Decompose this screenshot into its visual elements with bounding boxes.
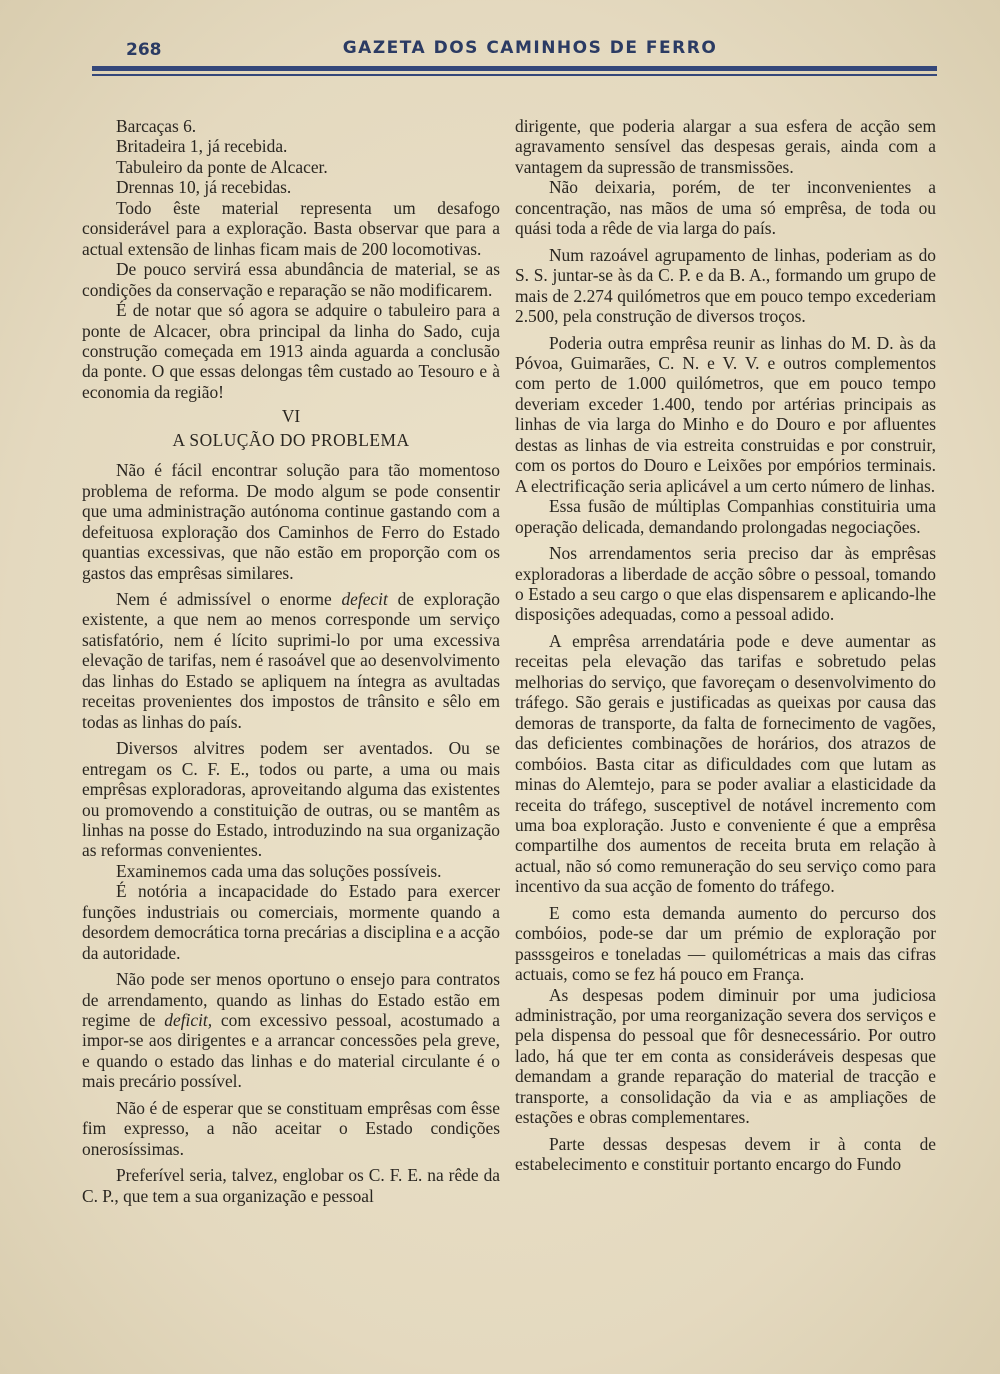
paragraph: As despesas podem diminuir por uma judiciosa administração, por uma reorganização severa dos serviços e pela dispensa do pessoal que fôr desnecessário. Por outro lado, há que ter em conta as consideráveis despesas que demandam a grande reparação do material de tracção e transporte, a consolidação da via e as ampliações de estações e obras complementares. bbox=[515, 984, 936, 1128]
paragraph: Essa fusão de múltiplas Companhias constituiria uma operação delicada, demandando prolongadas negociações. bbox=[515, 496, 936, 537]
emphasis-text: deficit, bbox=[164, 1010, 213, 1031]
paragraph-text: Não pode ser menos oportuno o ensejo para contratos de arrendamento, quando as linhas do Estado estão em regime de bbox=[82, 969, 500, 1031]
paragraph: Diversos alvitres podem ser aventados. Ou se entregam os C. F. E., todos ou parte, a uma ou mais emprêsas exploradoras, aproveitando alguma das existentes ou promovendo a constituição de outras, ou se mantêm as linhas na posse do Estado, introduzindo na sua organização as reformas convenientes. bbox=[82, 738, 500, 861]
page-number: 268 bbox=[126, 40, 162, 60]
paragraph: Não é de esperar que se constituam emprêsas com êsse fim expresso, a não aceitar o Estado condições onerosíssimas. bbox=[82, 1097, 500, 1159]
paragraph: Examinemos cada uma das soluções possíveis. bbox=[116, 860, 442, 881]
list-item: Tabuleiro da ponte de Alcacer. bbox=[116, 156, 328, 177]
list-item: Barcaças 6. bbox=[116, 116, 197, 136]
header-rule-thick bbox=[92, 66, 937, 71]
left-column bbox=[82, 116, 500, 1206]
paragraph: Poderia outra emprêsa reunir as linhas do M. D. às da Póvoa, Guimarães, C. N. e V. V. e outros complementos com perto de 1.000 quilómetros, que em pouco tempo deveriam exceder 1.400, tendo por artérias principais as linhas de via larga do Minho e do Douro e por afluentes destas as linhas de via estreita construidas e por construir, com os portos do Douro e Leixões por empórios terminais. A electrificação seria aplicável a um certo número de linhas. bbox=[515, 332, 936, 496]
paragraph-text: Nem é admissível o enorme bbox=[116, 588, 342, 609]
paragraph bbox=[82, 969, 500, 1092]
paragraph: Nos arrendamentos seria preciso dar às emprêsas exploradoras a liberdade de acção sôbre o pessoal, tomando o Estado a seu cargo o que elas dispensarem e aplicando-lhe disposições adequadas, como a pessoal adido. bbox=[515, 543, 936, 625]
paragraph: Todo êste material representa um desafogo considerável para a exploração. Basta observar que para a actual extensão de linhas ficam mais de 200 locomotivas. bbox=[82, 197, 500, 259]
paragraph: dirigente, que poderia alargar a sua esfera de acção sem agravamento sensível das despesas gerais, ainda com a vantagem da supressão de transmissões. bbox=[515, 116, 936, 177]
paragraph: Não deixaria, porém, de ter inconvenientes a concentração, nas mãos de uma só emprêsa, de toda ou quási toda a rêde de via larga do país. bbox=[515, 177, 936, 239]
paragraph: Num razoável agrupamento de linhas, poderiam as do S. S. juntar-se às da C. P. e da B. A., formando um grupo de mais de 2.274 quilómetros que em pouco tempo excederiam 2.500, pela construção de diversos troços. bbox=[515, 244, 936, 327]
paragraph-text: de exploração existente, a que nem ao menos corresponde um serviço satisfatório, nem é lícito suprimi-lo por uma excessiva elevação de tarifas, nem é rasoável que ao desenvolvimento das linhas do Estado se apliquem na íntegra as avultadas receitas provenientes dos impostos de trânsito e sêlo em todas as linhas do país. bbox=[82, 588, 501, 732]
paragraph: É de notar que só agora se adquire o tabuleiro para a ponte de Alcacer, obra principal da linha do Sado, cuja construção começada em 1913 ainda aguarda a conclusão da ponte. O que essas delongas têm custado ao Tesouro e à economia da região! bbox=[82, 300, 500, 402]
paragraph-text: com excessivo pessoal, acostumado a impor-se aos dirigentes e a arrancar concessões pela greve, e quando o estado das linhas e do material circulante é o mais precário possível. bbox=[82, 1010, 500, 1092]
emphasis-text: defecit bbox=[341, 588, 388, 609]
paragraph: De pouco servirá essa abundância de material, se as condições da conservação e reparação se não modificarem. bbox=[82, 259, 500, 300]
list-item: Drennas 10, já recebidas. bbox=[116, 177, 292, 198]
section-title: A SOLUÇÃO DO PROBLEMA bbox=[172, 429, 410, 450]
list-item: Britadeira 1, já recebida. bbox=[116, 136, 288, 157]
paragraph: É notória a incapacidade do Estado para exercer funções industriais ou comerciais, mormente quando a desordem democrática torna precárias a disciplina e a acção da autoridade. bbox=[82, 881, 500, 963]
paragraph: Parte dessas despesas devem ir à conta de estabelecimento e constituir portanto encargo do Fundo bbox=[515, 1133, 936, 1175]
paragraph: Não é fácil encontrar solução para tão momentoso problema de reforma. De modo algum se pode consentir que uma administração autónoma continue gastando com a defeituosa exploração dos Caminhos de Ferro do Estado quantias excessivas, que não estão em proporção com os gastos das emprêsas similares. bbox=[82, 460, 500, 583]
header-rule-thin bbox=[92, 74, 937, 76]
section-number: VI bbox=[281, 406, 301, 427]
right-column bbox=[515, 116, 936, 1175]
paragraph: E como esta demanda aumento do percurso dos combóios, pode-se dar um prémio de exploração por passsgeiros e toneladas — quilométricas a mais das cifras actuais, como se fez há pouco em França. bbox=[515, 902, 936, 985]
paragraph: Preferível seria, talvez, englobar os C. F. E. na rêde da C. P., que tem a sua organização e pessoal bbox=[82, 1165, 500, 1206]
paragraph: A emprêsa arrendatária pode e deve aumentar as receitas pela elevação das tarifas e sobretudo pelas melhorias do serviço, que favoreçam o desenvolvimento do tráfego. São gerais e justificadas as queixas por causa das demoras de transporte, da falta de fornecimento de vagões, das deficientes combinações de horários, dos atrazos de combóios. Basta citar as dificuldades com que lutam as minas do Alemtejo, para se poder avaliar a elasticidade da receita do tráfego, susceptivel de notável incremento com uma boa exploração. Justo e conveniente é que a emprêsa compartilhe dos aumentos de receita bruta em relação à actual, não só como remuneração do seu serviço como para incentivo da sua acção de fomento do tráfego. bbox=[515, 630, 936, 897]
journal-title: GAZETA DOS CAMINHOS DE FERRO bbox=[342, 38, 718, 58]
paragraph bbox=[82, 589, 500, 732]
